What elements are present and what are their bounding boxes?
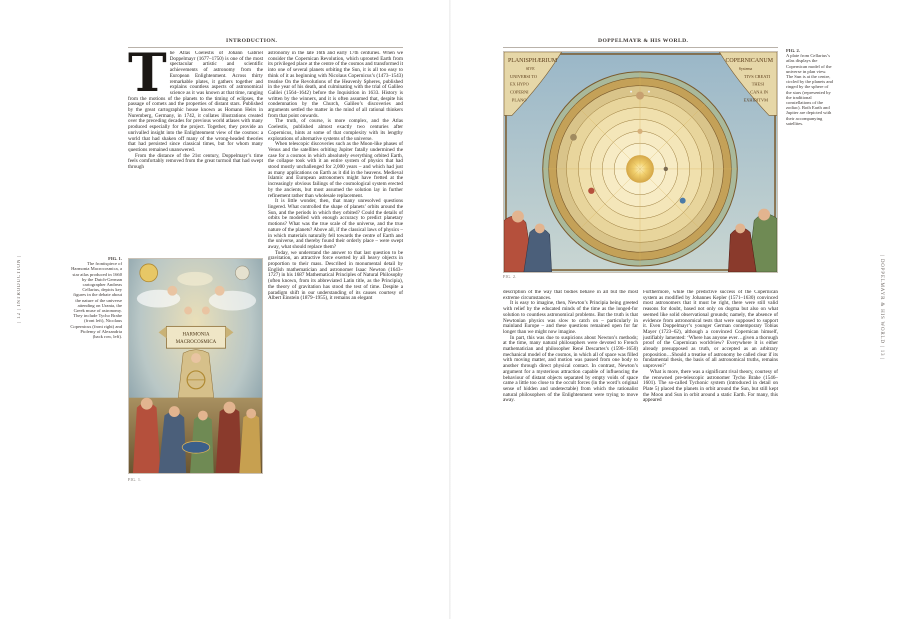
body-column-2	[268, 51, 403, 506]
paragraph: astronomy in the late 16th and early 17th centuries. When we consider the Copernican Revolution, which uprooted Earth from its privileged place at the centre of the cosmos and transformed it into one of several planets orbiting the Sun, it is all too easy to think of it as beginning with Nicolaus Copernicus’s (1473–1543) treatise On the Revolutions of the Heavenly Spheres, published in the year of his death, and culminating with the trial of Galileo Galilei (1564–1642) before the Inquisition in 1633. History is written by the winners, and it is often assumed that, despite his condemnation by the Church, Galileo’s discoveries and arguments settled the matter in the mind of all rational thinkers from that point onwards.	[268, 51, 403, 119]
paragraph: description of the way that bodies behave in all but the most extreme circumstances.	[503, 290, 638, 301]
figure-2-label: FIG. 2.	[503, 275, 517, 279]
figure-1-caption	[70, 256, 122, 339]
right-head-rule	[503, 47, 778, 48]
paragraph: What is more, there was a significant rival theory, courtesy of the renowned pre-telescopic astronomer Tycho Brahe (1546–1601). The so-called Tychonic system (introduced in detail on Plate 5) placed the planets in orbit around the Sun, but still kept the Moon and Sun in orbit around a static Earth. For many, this appeared	[643, 368, 778, 404]
cartouche-left-line-1: PLANISPHÆRIUM	[507, 57, 558, 64]
cartouche-right-line-3: TIVS CREATI	[743, 73, 771, 79]
cartouche-left-line-4: EX HYPO	[509, 81, 529, 87]
dropcap: T	[128, 51, 167, 104]
caption-label: FIG. 1.	[108, 256, 122, 261]
cartouche-left-line-2: SIVE	[525, 65, 535, 71]
paragraph: The truth, of course, is more complex, and the Atlas Coelestis, published almost exactly two centuries after Copernicus, hints at some of that complexity with its lengthy explorations of alternative systems of the universe.	[268, 118, 403, 142]
copernican-plate-image	[504, 52, 777, 272]
right-folio: | DOPPELMAYR & HIS WORLD | 13 |	[879, 255, 884, 361]
left-running-head: INTRODUCTION.	[226, 38, 278, 44]
frontispiece-illustration	[128, 258, 263, 474]
cartouche-right-line-4: THESI	[751, 81, 765, 87]
body-column-1	[128, 51, 263, 250]
body-column-4	[643, 290, 778, 520]
frontispiece-image	[129, 259, 262, 473]
paragraph: It is easy to imagine, then, Newton’s Principia being greeted with relief by the educated minds of the time as the longed-for solution to countless astronomical problems. But the truth is that Newtonian physics was slow to catch on – particularly in mainland Europe – and these questions remained open for far longer than we might now imagine.	[503, 300, 638, 335]
paragraph: Furthermore, while the predictive success of the Copernican system as modified by Johannes Kepler (1571–1630) convinced most astronomers that it must be right, there were still valid reasons for doubt, based not only on dogma but also on what seemed like solid observational grounds; namely, the absence of evidence from astronomical tests that were supposed to support it. Even Doppelmayr’s younger German contemporary Tobias Mayer (1723–62), although a convinced Copernican himself, justifiably lamented: ‘Where has anyone ever…given a thorough proof of the Copernican worldview? Everywhere it is either already presupposed as truth, or accepted as an arbitrary proposition…Should a treatise of astronomy be called clear if its fundamental thesis, the basis of all astronomical truths, remains unproven?’	[643, 290, 778, 370]
banner-line-2: MACROCOSMICA	[175, 340, 217, 346]
paragraph-text: he Atlas Coelestis of Johann Gabriel Doppelmayr (1677–1750) is one of the most spectacular artistic and scientific achievements of astronomy from the European Enlightenment. Across thirty remarkable plates, it gathers together and explains countless aspects of astronomical science as it was known at that time, ranging from the motions of the planets to the timing of eclipses, the passage of comets and the properties of distant stars. Published by the great cartographic house known as Homann Heirs in Nuremberg, Germany, in 1742, it collates illustrations created over the preceding decades for previous world atlases with many produced especially for the project. Together, they provide an unrivalled insight into the Enlightenment view of the cosmos: a world that had shaken off many of the wrong-headed theories that had persisted since classical times, but for whom many questions remained unanswered.	[128, 51, 263, 153]
caption-text: A plate from Cellarius’s atlas displays the Copernican model of the universe in plan view. The Sun is at the centre, circled by the planets and ringed by the sphere of the stars (represented by the traditional constellations of the zodiac). Both Earth and Jupiter are depicted with their accompanying satellites.	[786, 53, 833, 126]
cartouche-right-line-2: Systema	[738, 65, 753, 71]
body-column-3	[503, 290, 638, 520]
cartouche-left-line-6: PLANO	[511, 97, 527, 103]
paragraph: It is little wonder, then, that many unresolved questions lingered. What controlled the shape of planets’ orbits around the Sun, and the periods in which they orbited? Could the details of orbits be modelled with enough accuracy to predict planetary motions? What was the true scale of the universe, and the true nature of the planets? Above all, if the classical laws of physics – in which materials naturally fell towards the centre of Earth and the universe, and thereby found their orderly place – were swept away, what should replace them?	[268, 198, 403, 250]
paragraph	[128, 51, 263, 154]
figure-1-label: FIG. 1.	[128, 478, 142, 482]
paragraph: From the distance of the 21st century, Doppelmayr’s time feels comfortably removed from the great turmoil that had swept through	[128, 152, 263, 171]
left-head-rule	[128, 47, 403, 48]
left-folio: | 12 | INTRODUCTION |	[17, 255, 22, 323]
cartouche-left-line-3: UNIVERSI TO	[509, 73, 538, 79]
cartouche-right-line-6: EXHIBITVM	[743, 97, 769, 103]
caption-label: FIG. 2.	[786, 48, 800, 53]
cartouche-right-line-1: COPERNICANUM	[725, 57, 774, 64]
right-running-head: DOPPELMAYR & HIS WORLD.	[598, 38, 689, 44]
paragraph: Today, we understand the answer to that last question to be gravitation, an attractive force exerted by all heavy objects in proportion to their mass. Described in monumental detail by English mathematician and astronomer Isaac Newton (1643–1727) in his 1687 Mathematical Principles of Natural Philosophy (often known, from its abbreviated Latin title, as the Principia), the theory of gravitation has stood the test of time. Despite a paradigm shift in our understanding of its causes courtesy of Albert Einstein (1879–1955), it remains an elegant	[268, 249, 403, 302]
cartouche-right-line-5: CANA IN	[750, 89, 769, 95]
cartouche-left-line-5: COPERNI	[509, 89, 529, 95]
paragraph: When telescopic discoveries such as the Moon-like phases of Venus and the satellites orbiting Jupiter fatally undermined the case for a cosmos in which absolutely everything orbited Earth, the collapse took with it an entire system of physics that had stood mostly unchallenged for 2,000 years – and which had just as many applications on Earth as it did in the heavens. Medieval Islamic and European astronomers might have fretted at the increasingly obvious failings of the cosmological system erected by the ancients, but most assumed the solution lay in further refinement rather than wholesale replacement.	[268, 141, 403, 199]
caption-text: The frontispiece of Harmonia Macrocosmica, a star atlas produced in 1660 by the Dutch-German cartographer Andreas Cellarius, depicts key figures in the debate about the nature of the universe attending on Urania, the Greek muse of astronomy. They include Tycho Brahe (front left), Nicolaus Copernicus (front right) and Ptolemy of Alexandria (back row, left).	[70, 261, 122, 340]
banner-line-1: HARMONIA	[182, 332, 210, 338]
paragraph: In part, this was due to suspicions about Newton’s methods; at the time, many natural philosophers were devoted to French mathematician and philosopher René Descartes’s (1596–1650) mechanical model of the cosmos, in which all of space was filled with moving matter, and motion was passed from one body to another through direct physical contact. In contrast, Newton’s argument for a mysterious attraction capable of influencing the behaviour of distant objects separated by empty voids of space came a little too close to the occult forces (in the word’s original sense of hidden and undetectable) from which the rationalist natural philosophers of the Enlightenment were trying to move away.	[503, 334, 638, 404]
copernican-plate-illustration	[503, 51, 778, 273]
figure-2-caption	[786, 48, 834, 126]
